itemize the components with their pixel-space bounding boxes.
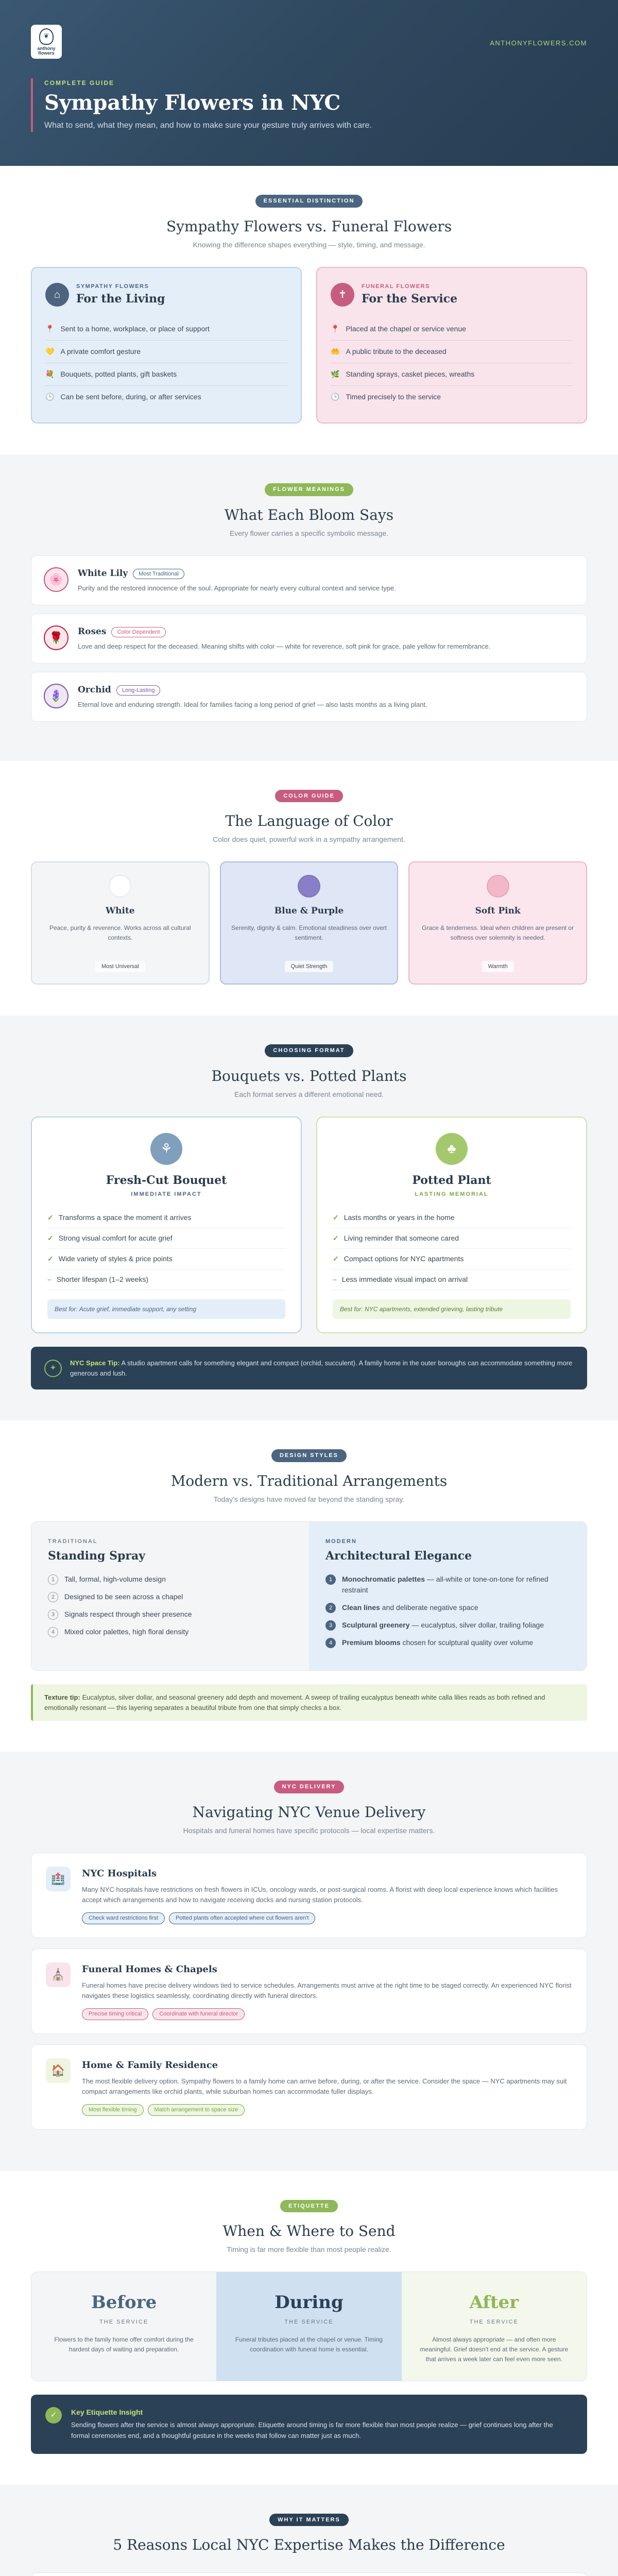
list-item-text: Less immediate visual impact on arrival — [341, 1275, 468, 1283]
list-item — [45, 363, 287, 386]
timing-description: Almost always appropriate — and often more meaningful. Grief doesn't end at the service. A gesture that arrives a week later can feel even more seen. — [420, 2335, 569, 2363]
column-eyebrow: TRADITIONAL — [48, 1538, 98, 1545]
section-pill: CHOOSING FORMAT — [265, 1044, 353, 1057]
format-section — [0, 1015, 618, 1420]
timing-eyebrow: THE SERVICE — [99, 2319, 149, 2326]
tip-text: A studio apartment calls for something elegant and compact (orchid, succulent). A family home in the outer boroughs can accommodate something more generous and lush. — [70, 1359, 573, 1377]
bullet-icon: 🌿 — [331, 370, 340, 378]
list-item-text: Living reminder that someone cared — [344, 1234, 459, 1242]
list-item — [47, 1249, 285, 1269]
flower-tag: Most Traditional — [133, 569, 184, 580]
flower-tag: Long-Lasting — [116, 685, 161, 696]
chapel-icon: ✝ — [331, 283, 354, 307]
section-title: Navigating NYC Venue Delivery — [192, 1803, 426, 1821]
venue-card — [31, 2044, 587, 2130]
card-eyebrow: FUNERAL FLOWERS — [362, 283, 430, 290]
list-item — [333, 1249, 571, 1269]
dash-icon: – — [47, 1275, 52, 1283]
venue-chip: Match arrangement to space size — [148, 2104, 245, 2116]
card-eyebrow: SYMPATHY FLOWERS — [76, 283, 149, 290]
section-title: Modern vs. Traditional Arrangements — [170, 1472, 448, 1489]
timing-description: Flowers to the family home offer comfort during the hardest days of waiting and preparation. — [54, 2335, 194, 2353]
bullet-icon: 💛 — [45, 347, 55, 355]
list-item-text — [342, 1620, 544, 1631]
timing-column — [31, 2272, 216, 2381]
texture-tip — [31, 1684, 587, 1721]
color-cards — [31, 861, 587, 985]
logo[interactable] — [31, 25, 62, 59]
check-icon: ✓ — [333, 1255, 339, 1263]
check-icon: ✓ — [47, 1213, 54, 1222]
section-subtitle: Every flower carries a specific symbolic message. — [229, 529, 389, 537]
color-swatch — [109, 875, 131, 897]
list-item — [331, 318, 573, 341]
venues-section — [0, 1752, 618, 2171]
card-title: For the Living — [76, 292, 165, 306]
bullet-icon: 📍 — [331, 325, 340, 333]
home-icon: ⌂ — [45, 283, 69, 307]
number-badge: 4 — [48, 1627, 58, 1637]
card-title: For the Service — [362, 292, 458, 306]
color-badge: Warmth — [482, 961, 514, 973]
list-item — [48, 1574, 293, 1585]
venue-card — [31, 1853, 587, 1938]
list-item-text: Lasts months or years in the home — [344, 1213, 455, 1222]
traditional-column — [31, 1522, 309, 1671]
color-swatch — [298, 875, 320, 897]
section-pill: FLOWER MEANINGS — [265, 483, 353, 496]
color-badge: Most Universal — [95, 961, 145, 973]
timing-column — [216, 2272, 401, 2381]
timing-columns — [31, 2272, 587, 2381]
number-badge: 3 — [48, 1609, 58, 1620]
venue-list — [31, 1853, 587, 2130]
section-title: What Each Bloom Says — [224, 506, 394, 523]
venue-chip: Coordinate with funeral director — [152, 2008, 245, 2020]
flower-heading — [78, 684, 427, 697]
item-bold: Sculptural greenery — [342, 1621, 410, 1629]
list-item — [333, 1228, 571, 1249]
check-icon: ✓ — [47, 1255, 54, 1263]
column-title: Standing Spray — [48, 1549, 145, 1563]
list-item — [325, 1620, 570, 1631]
reasons-section — [0, 2485, 618, 2576]
number-badge: 2 — [48, 1592, 58, 1602]
item-rest: chosen for sculptural quality over volume — [400, 1638, 534, 1647]
section-subtitle: Color does quiet, powerful work in a sympathy arrangement. — [213, 835, 405, 843]
list-item — [333, 1269, 571, 1290]
list-item-text: Sent to a home, workplace, or place of support — [60, 325, 210, 333]
section-title: Sympathy Flowers vs. Funeral Flowers — [166, 217, 452, 235]
hero-eyebrow: COMPLETE GUIDE — [44, 79, 115, 87]
list-item-text: Placed at the chapel or service venue — [346, 325, 466, 333]
list-item-text — [64, 1591, 183, 1602]
item-rest: Designed to be seen across a chapel — [64, 1592, 183, 1601]
section-subtitle: Knowing the difference shapes everything — style, timing, and message. — [193, 240, 425, 249]
list-item-text — [64, 1626, 188, 1637]
list-item — [325, 1602, 570, 1613]
note-label: Texture tip: — [44, 1693, 80, 1701]
card-subtitle: LASTING MEMORIAL — [415, 1191, 489, 1197]
check-icon: ✓ — [45, 2407, 62, 2424]
list-item — [331, 341, 573, 363]
bullet-icon: 📍 — [45, 325, 55, 333]
flower-logo-icon: ❦ — [39, 28, 54, 45]
color-description: Peace, purity & reverence. Works across all cultural contexts. — [49, 924, 191, 941]
insight-title: Key Etiquette Insight — [71, 2408, 143, 2417]
item-bold: Monochromatic palettes — [342, 1575, 425, 1583]
list-item-text: A private comfort gesture — [60, 347, 141, 355]
bouquet-list — [47, 1208, 285, 1290]
list-item — [331, 363, 573, 386]
list-item-text: Wide variety of styles & price points — [58, 1255, 173, 1263]
color-description: Grace & tenderness. Ideal when children are present or softness over solemnity is needed. — [422, 924, 574, 941]
list-item-text: Bouquets, potted plants, gift baskets — [60, 370, 177, 378]
list-item — [47, 1269, 285, 1290]
timing-label: Before — [91, 2292, 157, 2313]
list-item — [325, 1574, 570, 1596]
venue-icon: 🏥 — [46, 1867, 71, 1891]
list-item-text: A public tribute to the deceased — [346, 347, 447, 355]
flower-name: White Lily — [78, 568, 128, 579]
color-card — [408, 861, 587, 985]
timing-label: After — [469, 2292, 519, 2313]
list-item-text — [342, 1637, 533, 1648]
reasons-list — [31, 2572, 587, 2576]
section-subtitle: Today's designs have moved far beyond the standing spray. — [213, 1495, 405, 1503]
list-item — [47, 1228, 285, 1249]
flower-icon: 🪻 — [44, 684, 68, 708]
section-pill: COLOR GUIDE — [275, 790, 343, 803]
flower-description: Purity and the restored innocence of the soul. Appropriate for nearly every cultural context and service type. — [78, 584, 396, 592]
item-bold: Premium blooms — [342, 1638, 401, 1647]
color-name: White — [106, 906, 135, 916]
hero-header — [0, 0, 618, 166]
list-item-text — [64, 1609, 192, 1620]
flower-icon: 🌸 — [44, 567, 68, 592]
list-item — [333, 1208, 571, 1228]
timing-column — [402, 2272, 587, 2381]
colors-section — [0, 761, 618, 1016]
venue-description: The most flexible delivery option. Sympathy flowers to a family home can arrive before, during, or after the service. Consider the space — NYC apartments may suit compact arrangements like orchid plants, while suburban homes can accommodate fuller displays. — [82, 2077, 567, 2096]
section-title: Bouquets vs. Potted Plants — [211, 1067, 407, 1084]
section-pill: WHY IT MATTERS — [269, 2514, 349, 2527]
modern-column — [309, 1522, 587, 1671]
sympathy-card — [31, 267, 302, 424]
tip-label: NYC Space Tip: — [70, 1359, 120, 1367]
venue-title: NYC Hospitals — [82, 1868, 157, 1879]
sympathy-list — [45, 318, 287, 408]
venue-chip: Most flexible timing — [82, 2104, 144, 2116]
page-title: Sympathy Flowers in NYC — [44, 91, 341, 115]
item-rest: — eucalyptus, silver dollar, trailing foliage — [409, 1621, 544, 1629]
card-subtitle: IMMEDIATE IMPACT — [131, 1191, 202, 1197]
flower-heading — [78, 567, 396, 581]
flower-description: Eternal love and enduring strength. Ideal for families facing a long period of grief — also lasts months as a living plant. — [78, 701, 427, 708]
bouquet-card — [31, 1116, 302, 1334]
list-item — [325, 1637, 570, 1648]
venue-chip: Precise timing critical — [82, 2008, 148, 2020]
flower-description: Love and deep respect for the deceased. Meaning shifts with color — white for reverence, soft pink for grace, pale yellow for remembrance. — [78, 642, 491, 650]
check-icon: ✓ — [47, 1234, 54, 1242]
bullet-icon: 🤲 — [331, 347, 340, 355]
card-title: Potted Plant — [412, 1173, 491, 1187]
best-for: Best for: Acute grief, immediate support, any setting — [47, 1299, 285, 1319]
timing-label: During — [274, 2292, 344, 2313]
venue-description: Funeral homes have precise delivery windows tied to service schedules. Arrangements must arrive at the right time to be staged correctly. An experienced NYC florist navigates these logistics seamlessly, coordinating directly with funeral directors. — [82, 1981, 572, 2000]
check-icon: ✓ — [333, 1234, 339, 1242]
item-bold: Clean lines — [342, 1603, 380, 1612]
list-item-text — [342, 1602, 478, 1613]
section-subtitle: Hospitals and funeral homes have specific protocols — local expertise matters. — [183, 1826, 435, 1835]
color-badge: Quiet Strength — [285, 961, 334, 973]
flower-card — [31, 672, 587, 722]
card-title: Fresh-Cut Bouquet — [106, 1173, 227, 1187]
list-item — [45, 318, 287, 341]
number-badge: 1 — [48, 1574, 58, 1585]
venue-description: Many NYC hospitals have restrictions on fresh flowers in ICUs, oncology wards, or post-surgical rooms. A florist with deep local experience knows which facilities accept which arrangements and how to navigate receiving docks and nursing station protocols. — [82, 1885, 558, 1904]
section-title: When & Where to Send — [222, 2223, 396, 2240]
list-item — [48, 1626, 293, 1637]
color-name: Soft Pink — [475, 906, 521, 916]
item-rest: Mixed color palettes, high floral density — [64, 1628, 189, 1636]
timing-eyebrow: THE SERVICE — [469, 2319, 519, 2326]
modern-list — [325, 1574, 570, 1648]
section-subtitle: Each format serves a different emotional need. — [234, 1090, 384, 1098]
list-item — [331, 386, 573, 408]
column-eyebrow: MODERN — [325, 1538, 357, 1545]
section-pill: DESIGN STYLES — [271, 1449, 347, 1462]
plant-list — [333, 1208, 571, 1290]
list-item-text: Shorter lifespan (1–2 weeks) — [56, 1275, 148, 1283]
venue-title: Funeral Homes & Chapels — [82, 1963, 217, 1975]
plant-icon: ♣ — [436, 1133, 468, 1165]
item-rest: — all-white or tone-on-tone for refined restraint — [342, 1575, 548, 1594]
page-subtitle: What to send, what they mean, and how to make sure your gesture truly arrives with care. — [44, 121, 372, 130]
flower-heading — [78, 625, 490, 639]
list-item — [48, 1591, 293, 1602]
venue-chip: Potted plants often accepted where cut flowers aren't — [169, 1912, 315, 1924]
bouquet-icon: ⚘ — [150, 1133, 182, 1165]
bullet-icon: 🕒 — [45, 393, 55, 401]
flower-name: Orchid — [78, 684, 111, 695]
plant-card — [316, 1116, 587, 1334]
venue-icon: 🏠 — [46, 2058, 71, 2083]
flower-name: Roses — [78, 626, 107, 637]
color-name: Blue & Purple — [274, 906, 344, 916]
item-rest: Signals respect through sheer presence — [64, 1610, 192, 1618]
list-item-text: Standing sprays, casket pieces, wreaths — [346, 370, 475, 378]
number-badge: 1 — [325, 1574, 336, 1585]
list-item — [48, 1609, 293, 1620]
color-card — [31, 861, 210, 985]
timing-description: Funeral tributes placed at the chapel or venue. Timing coordination with funeral home is essential. — [235, 2335, 383, 2353]
flower-icon: 🌹 — [44, 625, 68, 650]
number-badge: 3 — [325, 1620, 336, 1631]
insight-text: Sending flowers after the service is almost always appropriate. Etiquette around timing is far more flexible than most people realize — grief continues long after the formal ceremonies end, and a thoughtful gesture in the weeks that follow can matter just as much. — [71, 2421, 553, 2440]
flower-tag: Color Dependent — [111, 627, 165, 638]
list-item — [47, 1208, 285, 1228]
bullet-icon: 💐 — [45, 370, 55, 378]
item-rest: and deliberate negative space — [380, 1603, 478, 1612]
list-item-text — [342, 1574, 570, 1596]
section-subtitle: Timing is far more flexible than most people realize. — [227, 2245, 391, 2254]
list-item — [45, 341, 287, 363]
color-swatch — [487, 875, 509, 897]
distinction-section — [0, 166, 618, 454]
color-card — [220, 861, 399, 985]
list-item-text — [64, 1574, 166, 1585]
venue-icon: ⛪ — [46, 1962, 71, 1987]
flower-list — [31, 555, 587, 722]
logo-text: anthony flowers — [37, 45, 56, 56]
traditional-list — [48, 1574, 293, 1637]
flower-card — [31, 614, 587, 664]
lightbulb-icon: ✦ — [44, 1360, 62, 1377]
meanings-section — [0, 454, 618, 761]
timing-section — [0, 2171, 618, 2485]
dash-icon: – — [333, 1275, 337, 1283]
number-badge: 2 — [325, 1603, 336, 1613]
section-title: 5 Reasons Local NYC Expertise Makes the Difference — [113, 2536, 505, 2554]
etiquette-insight — [31, 2395, 587, 2454]
reason-card — [31, 2572, 587, 2576]
nyc-space-tip — [31, 1347, 587, 1389]
note-text: Eucalyptus, silver dollar, and seasonal greenery add depth and movement. A sweep of trailing eucalyptus beneath white calla lilies reads as both refined and emotionally resonant — this layering separates a beautiful tribute from one that simply checks a box. — [44, 1693, 545, 1711]
section-pill: ESSENTIAL DISTINCTION — [255, 195, 363, 208]
hero-text — [31, 78, 372, 132]
list-item-text: Strong visual comfort for acute grief — [58, 1234, 173, 1242]
number-badge: 4 — [325, 1638, 336, 1648]
list-item-text: Transforms a space the moment it arrives — [58, 1213, 192, 1222]
venue-chip: Check ward restrictions first — [82, 1912, 165, 1924]
section-pill: NYC DELIVERY — [274, 1781, 345, 1793]
section-pill: ETIQUETTE — [280, 2200, 338, 2213]
best-for: Best for: NYC apartments, extended grieving, lasting tribute — [333, 1299, 571, 1319]
section-title: The Language of Color — [225, 812, 393, 829]
venue-card — [31, 1948, 587, 2034]
design-section — [0, 1420, 618, 1752]
site-link[interactable]: ANTHONYFLOWERS.COM — [490, 39, 587, 47]
list-item-text: Compact options for NYC apartments — [344, 1255, 464, 1263]
list-item-text: Can be sent before, during, or after services — [60, 393, 201, 401]
color-description: Serenity, dignity & calm. Emotional steadiness over overt sentiment. — [231, 924, 387, 941]
venue-title: Home & Family Residence — [82, 2059, 218, 2071]
item-rest: Tall, formal, high-volume design — [64, 1575, 166, 1583]
funeral-card — [316, 267, 587, 424]
flower-card — [31, 555, 587, 605]
timing-eyebrow: THE SERVICE — [284, 2319, 334, 2326]
funeral-list — [331, 318, 573, 408]
list-item-text: Timed precisely to the service — [346, 393, 441, 401]
check-icon: ✓ — [333, 1213, 339, 1222]
list-item — [45, 386, 287, 408]
column-title: Architectural Elegance — [325, 1549, 472, 1563]
bullet-icon: 🕒 — [331, 393, 340, 401]
